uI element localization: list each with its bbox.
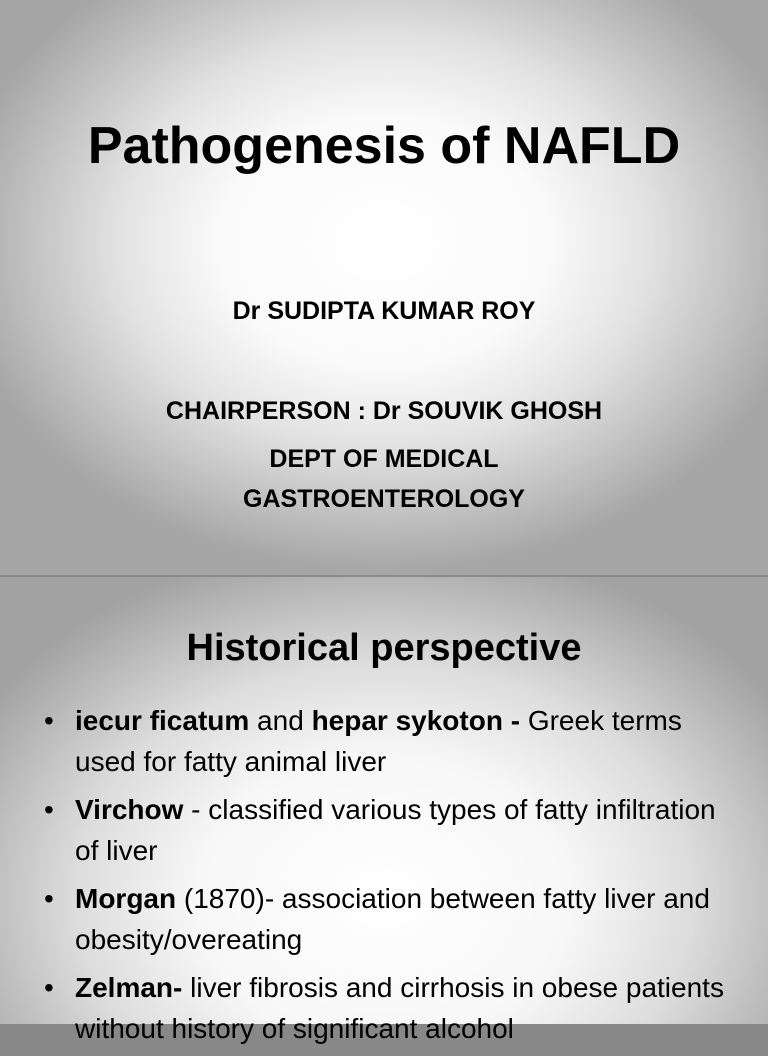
bullet-dot-icon: • [44,794,54,825]
bullet-term: Virchow [75,794,184,825]
bullet-list [44,700,744,1056]
slide-title: Pathogenesis of NAFLD [87,117,681,175]
bullet-text: liver fibrosis and cirrhosis in obese patients without history of significant alcohol [75,972,724,1044]
bullet-term: Morgan [75,883,177,914]
bullet-dot-icon: • [44,883,54,914]
department-line-1: DEPT OF MEDICAL [269,445,499,473]
section-title: Historical perspective [186,627,582,669]
bullet-item [44,967,744,1049]
bullet-text: Greek terms used for fatty animal liver [75,705,682,777]
chairperson-line: CHAIRPERSON : Dr SOUVIK GHOSH [165,397,603,425]
bullet-term: iecur ficatum [75,705,250,736]
bullet-term: hepar sykoton - [311,705,521,736]
bullet-item [44,700,744,782]
bullet-text: (1870)- association between fatty liver and obesity/overeating [75,883,710,955]
bullet-term: Zelman- [75,972,183,1003]
bullet-dot-icon: • [44,972,54,1003]
bullet-item [44,789,744,871]
department-line-2: GASTROENTEROLOGY [243,485,525,513]
bullet-text: and [249,705,312,736]
bullet-item [44,878,744,960]
bullet-dot-icon: • [44,705,54,736]
presenter-name: Dr SUDIPTA KUMAR ROY [232,297,536,325]
bullet-text: - classified various types of fatty infiltration of liver [75,794,716,866]
